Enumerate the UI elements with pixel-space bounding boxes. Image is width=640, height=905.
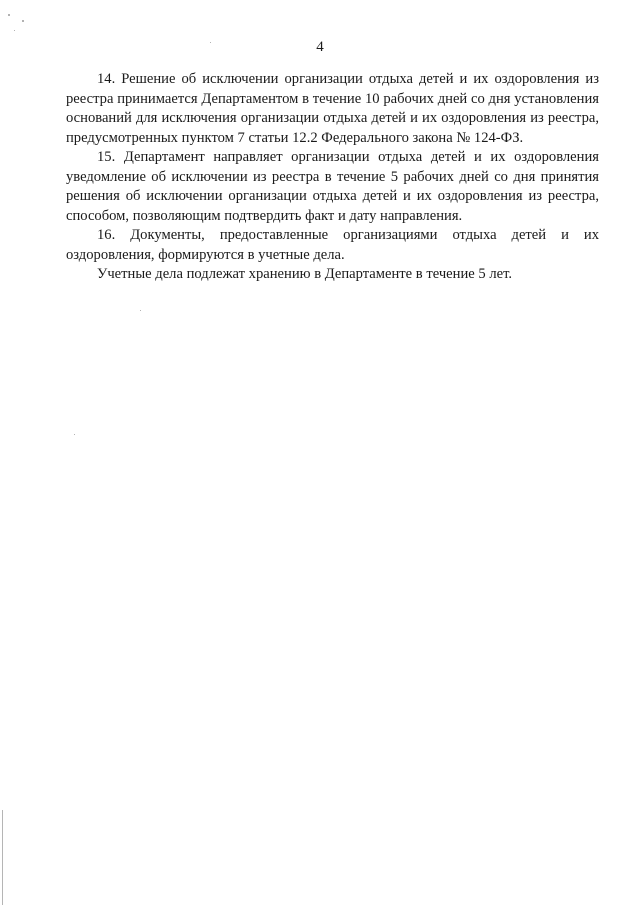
- scan-speck: [140, 310, 141, 311]
- paragraph-16: 16. Документы, предоставленные организациями отдыха детей и их оздоровления, формируются в учетные дела.: [66, 227, 599, 263]
- scan-speck: [74, 434, 75, 435]
- paragraph-storage: Учетные дела подлежат хранению в Департаменте в течение 5 лет.: [97, 266, 513, 282]
- scan-edge-line: [2, 810, 3, 905]
- scan-speck: [22, 20, 24, 22]
- scan-speck: [14, 30, 15, 31]
- document-body: [66, 70, 599, 285]
- paragraph-15: 15. Департамент направляет организации отдыха детей и их оздоровления уведомление об исключении из реестра в течение 5 рабочих дней со дня принятия решения об исключении организации отдыха детей и их оздоровления из реестра, способом, позволяющим подтвердить факт и дату направления.: [66, 149, 599, 224]
- scan-speck: [8, 14, 10, 16]
- paragraph-14: 14. Решение об исключении организации отдыха детей и их оздоровления из реестра принимается Департаментом в течение 10 рабочих дней со дня установления оснований для исключения организации отдыха детей и их оздоровления из реестра, предусмотренных пунктом 7 статьи 12.2 Федерального закона № 124-ФЗ.: [66, 71, 599, 146]
- page-number: 4: [316, 39, 324, 55]
